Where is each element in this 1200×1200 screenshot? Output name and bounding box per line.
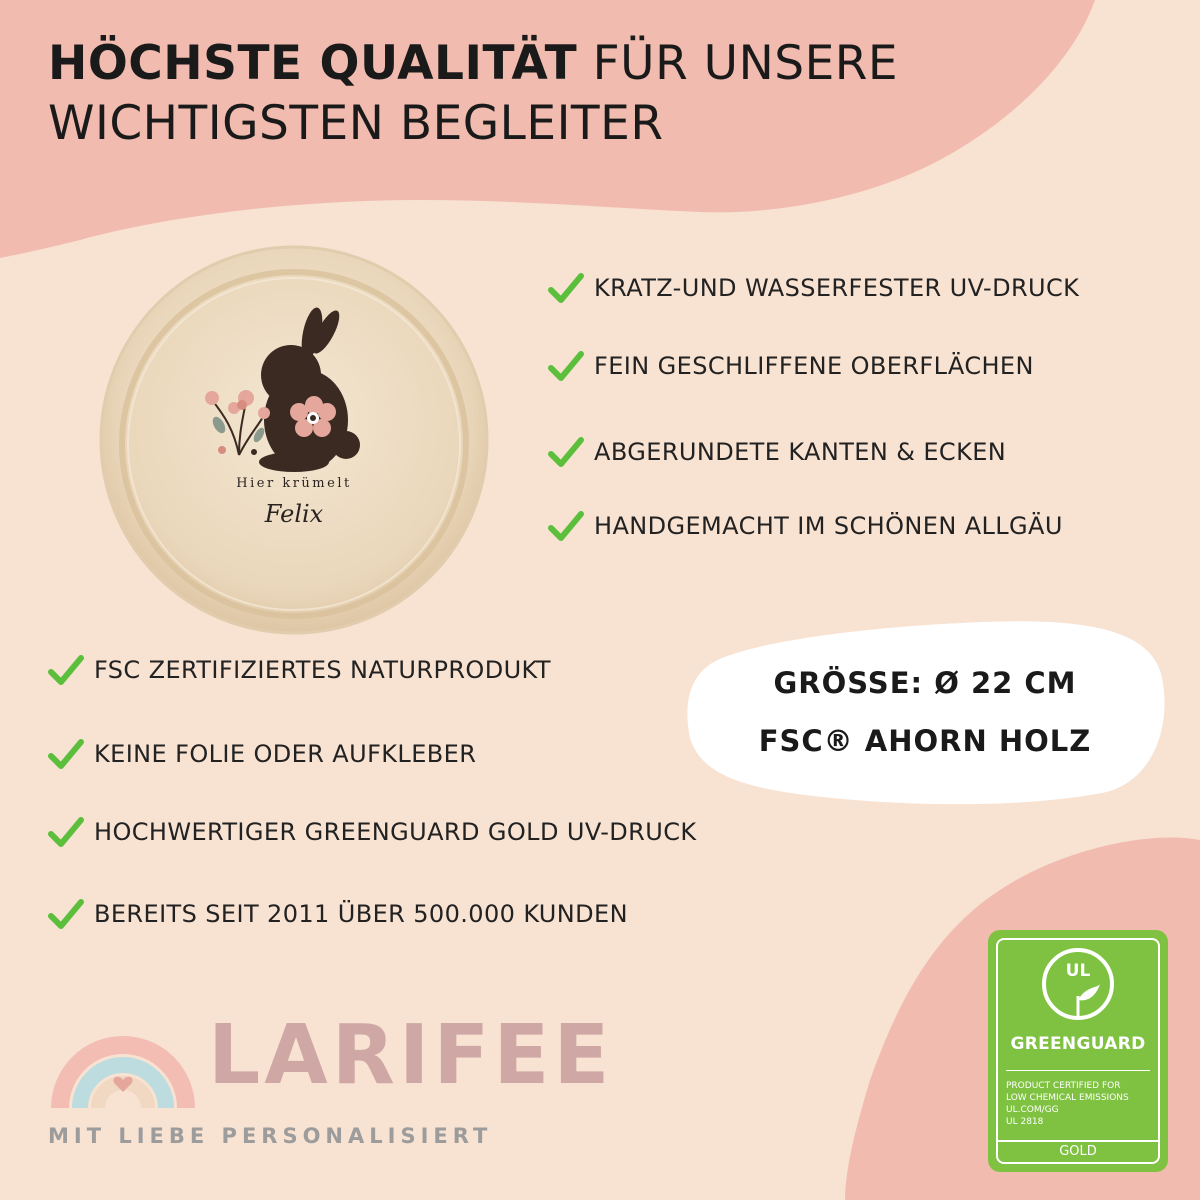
greenguard-divider-2 bbox=[996, 1140, 1160, 1142]
size-line-1: GRÖSSE: Ø 22 CM bbox=[773, 666, 1077, 700]
feature-label: KEINE FOLIE ODER AUFKLEBER bbox=[94, 740, 477, 768]
greenguard-line3: UL.COM/GG bbox=[1006, 1105, 1059, 1115]
brand-tagline: MIT LIEBE PERSONALISIERT bbox=[48, 1124, 493, 1148]
ul-leaf-icon bbox=[1038, 944, 1118, 1028]
check-icon bbox=[546, 506, 586, 546]
greenguard-line2: LOW CHEMICAL EMISSIONS bbox=[1006, 1093, 1129, 1103]
check-icon bbox=[46, 894, 86, 934]
headline bbox=[48, 34, 1148, 154]
greenguard-line4: UL 2818 bbox=[1006, 1117, 1044, 1127]
feature-label: KRATZ-UND WASSERFESTER UV-DRUCK bbox=[594, 274, 1080, 302]
headline-light-1: FÜR UNSERE bbox=[592, 36, 899, 91]
feature-item bbox=[546, 268, 1079, 308]
greenguard-line1: PRODUCT CERTIFIED FOR bbox=[1006, 1081, 1121, 1091]
rainbow-icon bbox=[48, 1000, 198, 1112]
headline-light-2: WICHTIGSTEN BEGLEITER bbox=[48, 96, 664, 151]
greenguard-divider bbox=[1006, 1070, 1150, 1071]
check-icon bbox=[46, 812, 86, 852]
wooden-board bbox=[94, 240, 494, 640]
feature-item bbox=[46, 734, 476, 774]
feature-item bbox=[546, 506, 1063, 546]
feature-item bbox=[46, 650, 551, 690]
feature-label: HOCHWERTIGER GREENGUARD GOLD UV-DRUCK bbox=[94, 818, 697, 846]
check-icon bbox=[546, 346, 586, 386]
brand-logo bbox=[48, 1000, 614, 1170]
check-icon bbox=[546, 268, 586, 308]
check-icon bbox=[46, 650, 86, 690]
brand-wordmark: LARIFEE bbox=[208, 1008, 614, 1103]
board-text-line1: Hier krümelt bbox=[236, 476, 352, 491]
feature-item bbox=[46, 894, 628, 934]
size-badge-shape bbox=[682, 618, 1168, 808]
board-illustration bbox=[94, 240, 494, 640]
greenguard-logo bbox=[988, 930, 1168, 1172]
feature-label: ABGERUNDETE KANTEN & ECKEN bbox=[594, 438, 1007, 466]
board-text-line2: Felix bbox=[264, 500, 324, 528]
ul-mark: UL bbox=[1065, 961, 1091, 981]
feature-item bbox=[546, 432, 1006, 472]
check-icon bbox=[546, 432, 586, 472]
headline-bold: HÖCHSTE QUALITÄT bbox=[48, 36, 578, 91]
feature-label: HANDGEMACHT IM SCHÖNEN ALLGÄU bbox=[594, 512, 1063, 540]
feature-item bbox=[546, 346, 1034, 386]
check-icon bbox=[46, 734, 86, 774]
feature-label: FEIN GESCHLIFFENE OBERFLÄCHEN bbox=[594, 352, 1034, 380]
size-line-2: FSC® AHORN HOLZ bbox=[758, 724, 1092, 758]
size-badge bbox=[682, 618, 1168, 808]
greenguard-title: GREENGUARD bbox=[1010, 1034, 1146, 1054]
feature-item bbox=[46, 812, 697, 852]
greenguard-level: GOLD bbox=[1059, 1144, 1097, 1159]
feature-label: BEREITS SEIT 2011 ÜBER 500.000 KUNDEN bbox=[94, 900, 628, 928]
feature-label: FSC ZERTIFIZIERTES NATURPRODUKT bbox=[94, 656, 551, 684]
